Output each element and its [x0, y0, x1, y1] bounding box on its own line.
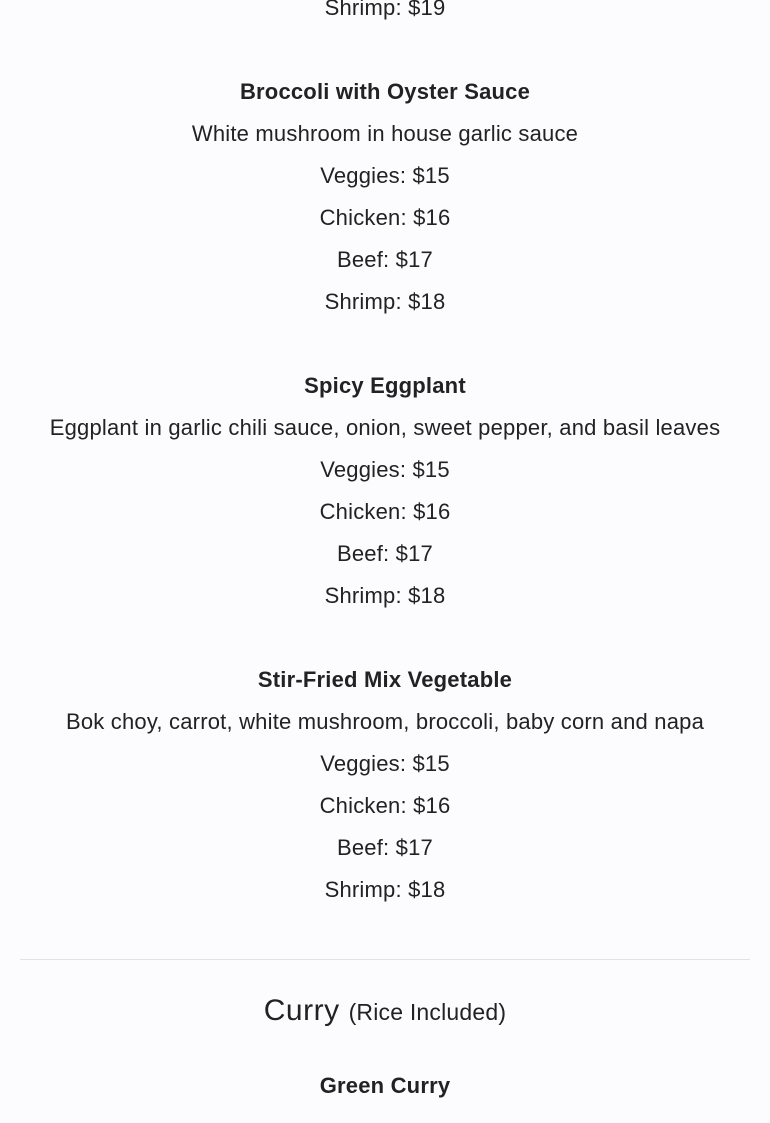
dish-spicy-eggplant	[20, 365, 750, 617]
dish-description: Bok choy, carrot, white mushroom, broccoli, baby corn and napa	[65, 709, 705, 734]
dish-name: Spicy Eggplant	[304, 373, 466, 398]
previous-dish-price-line: Shrimp: $19	[324, 0, 446, 20]
price-line: Chicken: $16	[319, 793, 451, 818]
section-divider	[20, 959, 750, 960]
dish-name: Broccoli with Oyster Sauce	[239, 79, 531, 104]
price-line: Veggies: $15	[320, 457, 450, 482]
dish-description: White mushroom in house garlic sauce	[191, 121, 579, 146]
price-line: Shrimp: $18	[324, 877, 446, 902]
price-line: Chicken: $16	[319, 499, 451, 524]
price-line: Veggies: $15	[320, 751, 450, 776]
price-line: Beef: $17	[337, 835, 433, 860]
dish-broccoli-with-oyster-sauce	[20, 71, 750, 323]
dish-description: Eggplant in garlic chili sauce, onion, sweet pepper, and basil leaves	[49, 415, 721, 440]
price-line: Beef: $17	[337, 541, 433, 566]
price-line: Beef: $17	[337, 247, 433, 272]
price-line: Veggies: $15	[320, 163, 450, 188]
curry-section-note: (Rice Included)	[348, 999, 507, 1025]
price-line: Shrimp: $18	[324, 289, 446, 314]
price-line: Chicken: $16	[319, 205, 451, 230]
dish-stir-fried-mix-vegetable	[20, 659, 750, 911]
curry-section-heading	[20, 986, 750, 1038]
price-line: Shrimp: $18	[324, 583, 446, 608]
dish-name: Stir-Fried Mix Vegetable	[257, 667, 513, 692]
menu-content	[20, 0, 750, 1107]
curry-section-title: Curry	[263, 994, 340, 1027]
partial-dish-title: Green Curry	[319, 1073, 451, 1098]
